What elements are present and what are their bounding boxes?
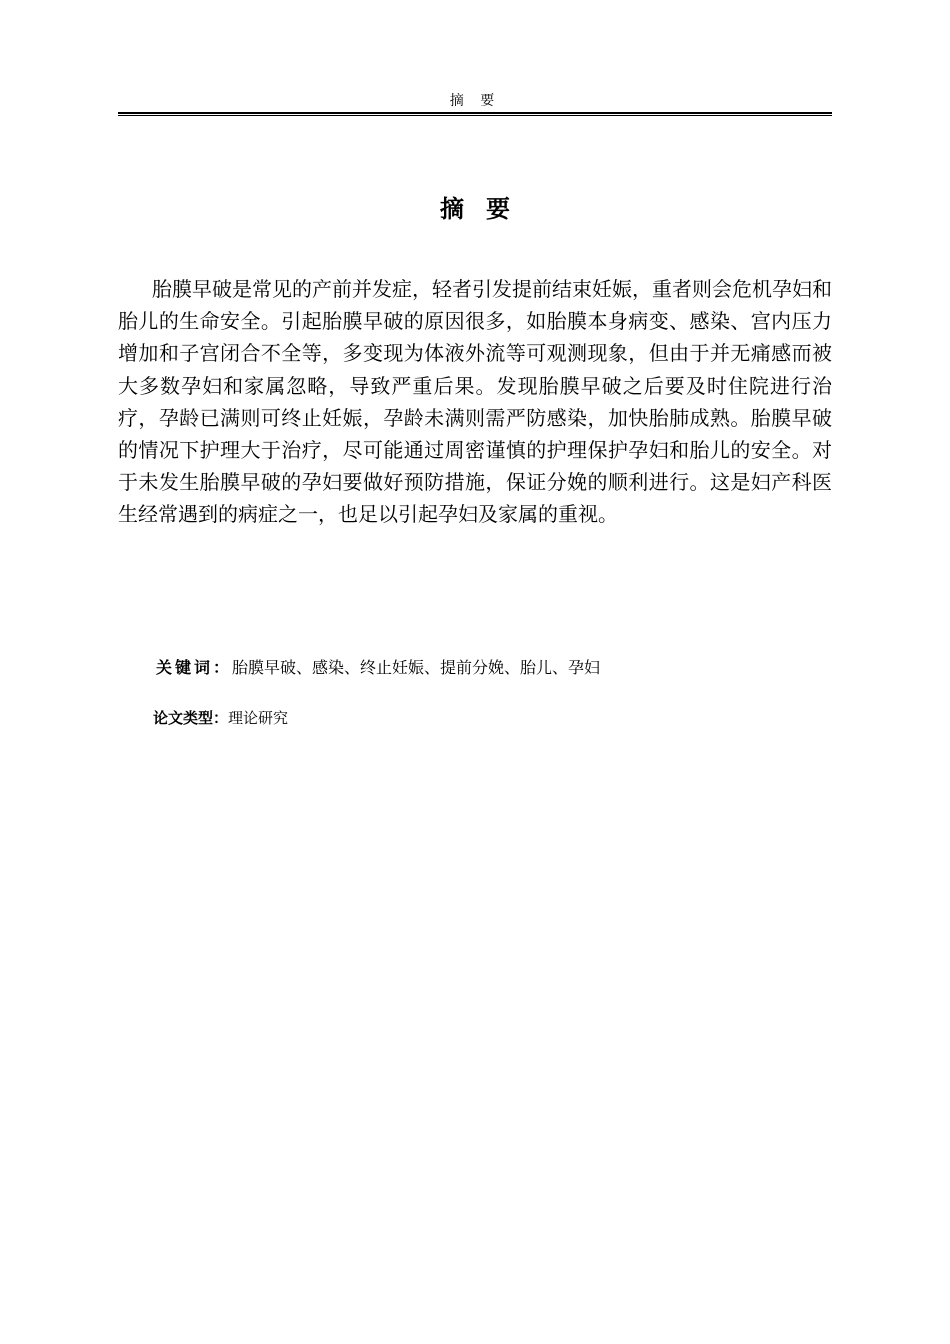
paper-type-value: 理论研究 bbox=[228, 709, 289, 727]
paper-type-line bbox=[153, 706, 829, 730]
paper-type-label: 论文类型： bbox=[153, 709, 229, 727]
keywords-value: 胎膜早破、感染、终止妊娠、提前分娩、胎儿、孕妇 bbox=[232, 658, 601, 677]
keywords-line bbox=[156, 655, 832, 681]
running-header: 摘 要 bbox=[449, 93, 501, 109]
header-rule-thin bbox=[118, 115, 832, 116]
page-title: 摘要 bbox=[440, 195, 532, 223]
abstract-body: 胎膜早破是常见的产前并发症，轻者引发提前结束妊娠，重者则会危机孕妇和胎儿的生命安全。引起胎膜早破的原因很多，如胎膜本身病变、感染、宫内压力增加和子宫闭合不全等，多变现为体液外流等可观测现象，但由于并无痛感而被大多数孕妇和家属忽略，导致严重后果。发现胎膜早破之后要及时住院进行治疗，孕龄已满则可终止妊娠，孕龄未满则需严防感染，加快胎肺成熟。胎膜早破的情况下护理大于治疗，尽可能通过周密谨慎的护理保护孕妇和胎儿的安全。对于未发生胎膜早破的孕妇要做好预防措施，保证分娩的顺利进行。这是妇产科医生经常遇到的病症之一，也足以引起孕妇及家属的重视。 bbox=[118, 277, 832, 527]
header-rule bbox=[118, 112, 832, 114]
keywords-label: 关键词： bbox=[156, 658, 233, 677]
